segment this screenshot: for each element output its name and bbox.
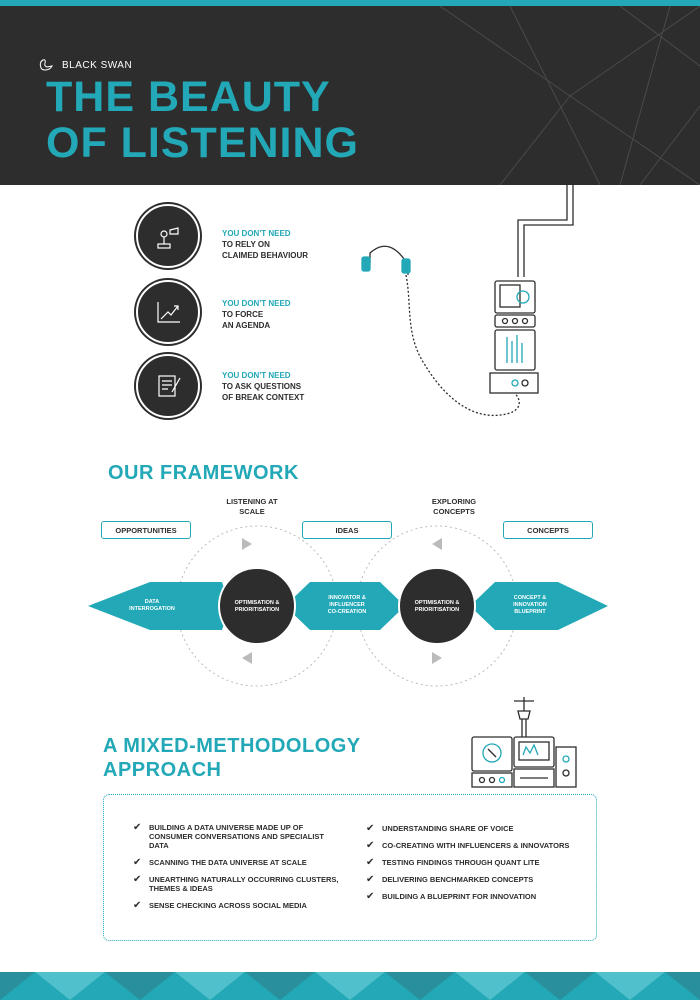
hub-optimisation-1 <box>222 600 292 614</box>
methodology-title <box>103 734 361 782</box>
methodology-list-right <box>366 824 591 909</box>
title-line: APPROACH <box>103 759 222 781</box>
item-line: UNEARTHING NATURALLY OCCURRING CLUSTERS, <box>149 875 339 884</box>
framework-top-label-2 <box>409 497 499 517</box>
reason-line: TO FORCE <box>222 310 264 319</box>
item-line: CO-CREATING WITH INFLUENCERS & INNOVATORS <box>382 841 570 850</box>
triangle-pattern-icon <box>0 972 700 1000</box>
notepad-badge <box>136 354 200 418</box>
diamond-line: CO-CREATION <box>327 609 367 615</box>
item-line: BUILDING A BLUEPRINT FOR INNOVATION <box>382 892 537 901</box>
item-line: DELIVERING BENCHMARKED CONCEPTS <box>382 875 534 884</box>
hub-line: PRIORITISATION <box>414 607 460 613</box>
reason-line: TO ASK QUESTIONS <box>222 382 302 391</box>
joystick-badge <box>136 204 200 268</box>
pill-opportunities: OPPORTUNITIES <box>101 521 191 539</box>
diamond-line: INNOVATOR & <box>328 595 366 601</box>
label-line: EXPLORING <box>431 497 477 506</box>
item-line: UNDERSTANDING SHARE OF VOICE <box>382 824 514 833</box>
pill-ideas: IDEAS <box>302 521 392 539</box>
diamond-data-interrogation <box>117 599 187 613</box>
check-icon: ✔ <box>133 874 142 885</box>
check-icon: ✔ <box>366 857 375 868</box>
reason-lead: YOU DON'T NEED <box>222 371 291 380</box>
reason-lead: YOU DON'T NEED <box>222 229 291 238</box>
item-line: SENSE CHECKING ACROSS SOCIAL MEDIA <box>149 901 307 910</box>
check-icon: ✔ <box>366 823 375 834</box>
reason-line: TO RELY ON <box>222 240 270 249</box>
title-line-1: THE BEAUTY <box>46 73 331 121</box>
page-title <box>46 74 359 166</box>
hub-line: OPTIMISATION & <box>234 600 280 606</box>
diamond-line: INFLUENCER <box>329 602 365 608</box>
diamond-innovator-cocreation <box>310 595 384 616</box>
item-line: DATA <box>149 841 169 850</box>
label-line: SCALE <box>239 507 265 516</box>
listening-machine-illustration <box>350 185 590 435</box>
joystick-icon <box>138 206 198 266</box>
geometric-pattern-icon <box>440 6 700 185</box>
list-item <box>133 875 358 893</box>
title-line-2: OF LISTENING <box>46 119 359 167</box>
reason-3 <box>222 370 304 403</box>
trend-badge <box>136 280 200 344</box>
reason-lead: YOU DON'T NEED <box>222 299 291 308</box>
diamond-line: CONCEPT & <box>513 595 547 601</box>
check-icon: ✔ <box>133 900 142 911</box>
pill-concepts: CONCEPTS <box>503 521 593 539</box>
diamond-concept-blueprint <box>495 595 565 616</box>
reason-line: AN AGENDA <box>222 321 271 330</box>
diamond-line: INTERROGATION <box>129 606 175 612</box>
label-line: LISTENING AT <box>226 497 278 506</box>
diamond-line: DATA <box>144 599 160 605</box>
hub-optimisation-2 <box>402 600 472 614</box>
list-item <box>366 875 591 884</box>
list-item <box>366 892 591 901</box>
brand-name: BLACK SWAN <box>62 59 133 71</box>
title-line: A MIXED-METHODOLOGY <box>103 735 361 757</box>
list-item <box>366 841 591 850</box>
brand <box>38 58 132 72</box>
item-line: SCANNING THE DATA UNIVERSE AT SCALE <box>149 858 307 867</box>
header-banner <box>0 6 700 185</box>
methodology-list-left <box>133 823 358 918</box>
reason-1 <box>222 228 308 261</box>
framework-title: OUR FRAMEWORK <box>108 462 299 484</box>
list-item <box>133 823 358 850</box>
swan-logo-icon <box>38 58 54 72</box>
hub-line: OPTIMISATION & <box>414 600 460 606</box>
framework-top-label-1 <box>207 497 297 517</box>
item-line: THEMES & IDEAS <box>149 884 213 893</box>
list-item <box>133 858 358 867</box>
bottom-pattern-band <box>0 972 700 1000</box>
check-icon: ✔ <box>366 840 375 851</box>
check-icon: ✔ <box>133 822 142 833</box>
control-panel-illustration <box>468 697 580 793</box>
list-item <box>366 858 591 867</box>
check-icon: ✔ <box>366 874 375 885</box>
reason-line: CLAIMED BEHAVIOUR <box>222 251 309 260</box>
notepad-icon <box>138 356 198 416</box>
list-item <box>366 824 591 833</box>
check-icon: ✔ <box>133 857 142 868</box>
reason-line: OF BREAK CONTEXT <box>222 393 305 402</box>
label-line: CONCEPTS <box>433 507 475 516</box>
check-icon: ✔ <box>366 891 375 902</box>
hub-line: PRIORITISATION <box>234 607 280 613</box>
diamond-line: BLUEPRINT <box>514 609 546 615</box>
item-line: TESTING FINDINGS THROUGH QUANT LITE <box>382 858 540 867</box>
reason-2 <box>222 298 291 331</box>
trend-chart-icon <box>138 282 198 342</box>
item-line: CONSUMER CONVERSATIONS AND SPECIALIST <box>149 832 325 841</box>
list-item <box>133 901 358 910</box>
item-line: BUILDING A DATA UNIVERSE MADE UP OF <box>149 823 304 832</box>
diamond-line: INNOVATION <box>513 602 547 608</box>
